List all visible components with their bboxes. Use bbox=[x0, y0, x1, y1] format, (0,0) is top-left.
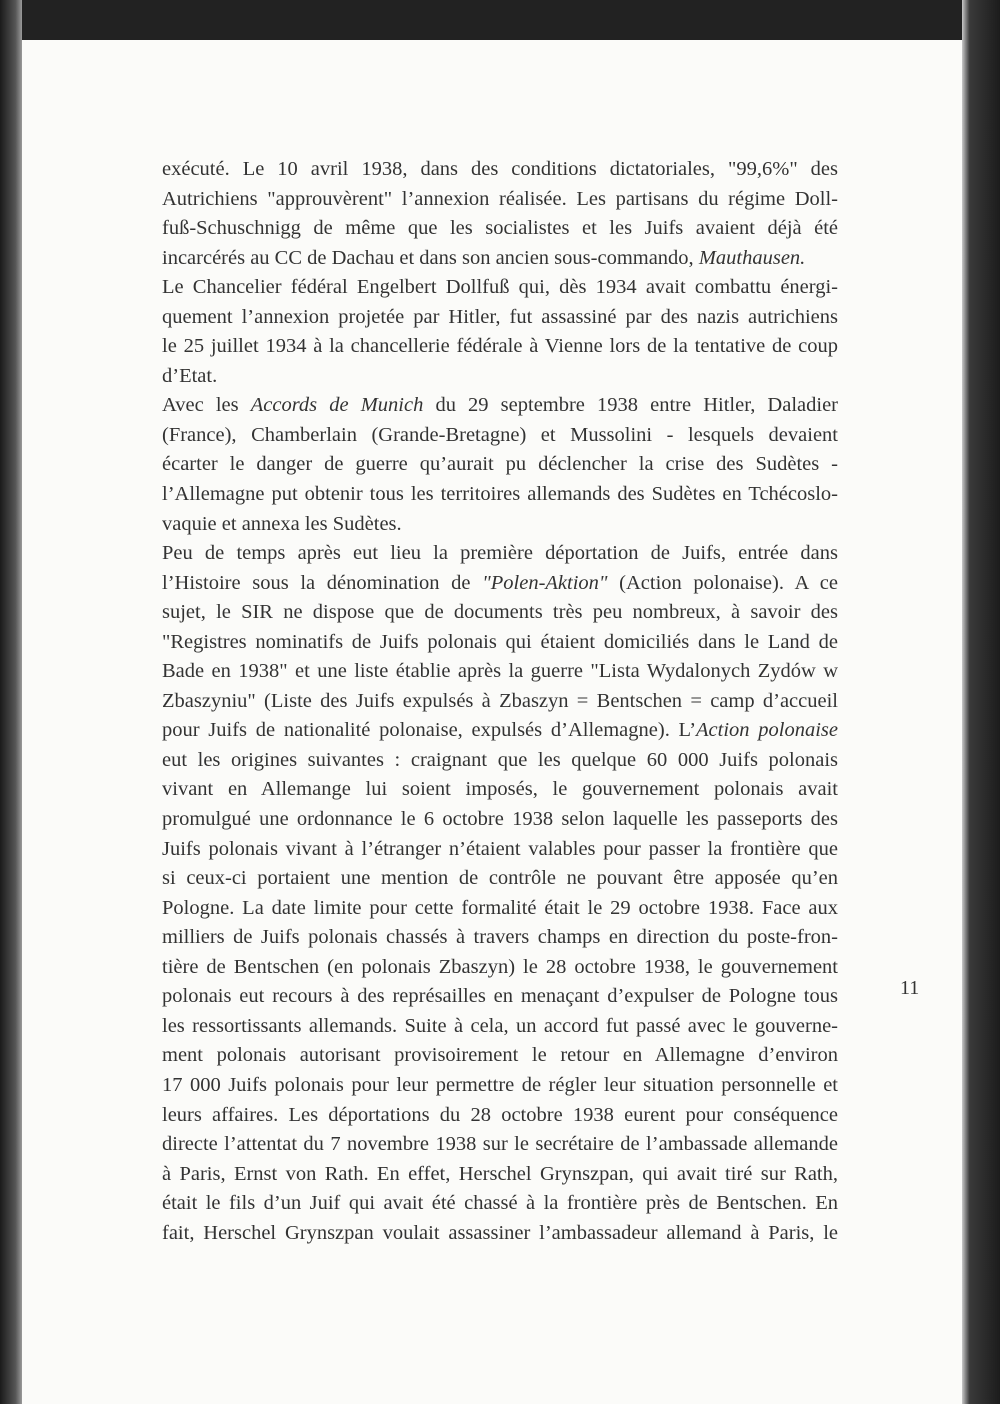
text-line bbox=[162, 155, 838, 185]
italic-text: Action polonaise bbox=[696, 719, 838, 742]
text-line bbox=[162, 1012, 838, 1042]
text-segment: "Registres nominatifs de Juifs polonais qui étaient domiciliés dans le Land de bbox=[162, 630, 838, 653]
text-line bbox=[162, 1219, 838, 1249]
text-segment: milliers de Juifs polonais chassés à travers champs en direction du poste-fron- bbox=[162, 926, 838, 949]
text-line bbox=[162, 214, 838, 244]
text-segment: Avec les bbox=[162, 394, 251, 417]
text-line bbox=[162, 421, 838, 451]
italic-text: Accords de Munich bbox=[250, 394, 424, 417]
text-segment: fuß-Schuschnigg de même que les socialistes et les Juifs avaient déjà été bbox=[162, 217, 838, 240]
text-segment: était le fils d’un Juif qui avait été chassé à la frontière près de Bentschen. En bbox=[162, 1192, 838, 1215]
italic-text: Mauthausen. bbox=[698, 246, 806, 269]
text-segment: Autrichiens "approuvèrent" l’annexion réalisée. Les partisans du régime Doll- bbox=[162, 187, 838, 210]
text-segment: vaquie et annexa les Sudètes. bbox=[162, 512, 402, 535]
text-line bbox=[162, 480, 838, 510]
text-segment: pour Juifs de nationalité polonaise, expulsés d’Allemagne). L’ bbox=[162, 719, 697, 742]
text-line bbox=[162, 1071, 838, 1101]
text-line bbox=[162, 775, 838, 805]
paragraph bbox=[162, 155, 838, 273]
text-line bbox=[162, 657, 838, 687]
text-segment: Bade en 1938" et une liste établie après la guerre "Lista Wydalonych Zydów w bbox=[162, 660, 838, 683]
scan-border-top bbox=[0, 0, 1000, 40]
text-line bbox=[162, 1041, 838, 1071]
text-segment: incarcérés au CC de Dachau et dans son ancien sous-commando, bbox=[162, 246, 699, 269]
scan-border-left bbox=[0, 0, 22, 1404]
text-segment: eut les origines suivantes : craignant que les quelque 60 000 Juifs polonais bbox=[162, 748, 838, 771]
text-segment: d’Etat. bbox=[162, 364, 218, 387]
text-segment: polonais eut recours à des représailles en menaçant d’expulser de Pologne tous bbox=[162, 985, 838, 1008]
text-segment: écarter le danger de guerre qu’aurait pu déclencher la crise des Sudètes - bbox=[162, 453, 838, 476]
text-line bbox=[162, 628, 838, 658]
text-line bbox=[162, 1160, 838, 1190]
page-number: 11 bbox=[900, 977, 920, 999]
text-segment: promulgué une ordonnance le 6 octobre 1938 selon laquelle les passeports des bbox=[162, 808, 838, 831]
text-line bbox=[162, 687, 838, 717]
text-segment: (France), Chamberlain (Grande-Bretagne) et Mussolini - lesquels devaient bbox=[162, 423, 838, 446]
scan-border-right bbox=[962, 0, 1000, 1404]
text-segment: fait, Herschel Grynszpan voulait assassiner l’ambassadeur allemand à Paris, le bbox=[162, 1221, 838, 1244]
text-line bbox=[162, 953, 838, 983]
text-segment: tière de Bentschen (en polonais Zbaszyn) le 28 octobre 1938, le gouvernement bbox=[162, 955, 838, 978]
text-segment: l’Histoire sous la dénomination de bbox=[162, 571, 483, 594]
text-line bbox=[162, 982, 838, 1012]
text-segment: directe l’attentat du 7 novembre 1938 sur le secrétaire de l’ambassade allemande bbox=[162, 1133, 838, 1156]
text-line bbox=[162, 391, 838, 421]
text-line bbox=[162, 303, 838, 333]
text-segment: Peu de temps après eut lieu la première déportation de Juifs, entrée dans bbox=[162, 542, 838, 565]
text-segment: Juifs polonais vivant à l’étranger n’étaient valables pour passer la frontière que bbox=[162, 837, 838, 860]
text-segment: quement l’annexion projetée par Hitler, fut assassiné par des nazis autrichiens bbox=[162, 305, 838, 328]
text-segment: vivant en Allemange lui soient imposés, le gouvernement polonais avait bbox=[162, 778, 838, 801]
text-segment: Pologne. La date limite pour cette formalité était le 29 octobre 1938. Face aux bbox=[162, 896, 838, 919]
text-segment: ment polonais autorisant provisoirement le retour en Allemagne d’environ bbox=[162, 1044, 838, 1067]
text-line bbox=[162, 598, 838, 628]
text-line bbox=[162, 864, 838, 894]
paragraph bbox=[162, 539, 838, 1248]
body-text bbox=[162, 155, 838, 1248]
text-segment: à Paris, Ernst von Rath. En effet, Herschel Grynszpan, qui avait tiré sur Rath, bbox=[162, 1162, 838, 1185]
text-line bbox=[162, 273, 838, 303]
text-segment: exécuté. Le 10 avril 1938, dans des conditions dictatoriales, "99,6%" des bbox=[162, 158, 838, 180]
text-line bbox=[162, 362, 838, 392]
text-segment: si ceux-ci portaient une mention de contrôle ne pouvant être apposée qu’en bbox=[162, 867, 838, 890]
text-line bbox=[162, 185, 838, 215]
text-segment: sujet, le SIR ne dispose que de documents très peu nombreux, à savoir des bbox=[162, 601, 838, 624]
text-line bbox=[162, 244, 838, 274]
text-line bbox=[162, 894, 838, 924]
text-line bbox=[162, 332, 838, 362]
paragraph bbox=[162, 273, 838, 391]
text-segment: l’Allemagne put obtenir tous les territoires allemands des Sudètes en Tchécoslo- bbox=[162, 483, 838, 506]
text-line bbox=[162, 923, 838, 953]
text-line bbox=[162, 510, 838, 540]
text-line bbox=[162, 1189, 838, 1219]
text-line bbox=[162, 1130, 838, 1160]
text-segment: (Action polonaise). A ce bbox=[607, 571, 838, 594]
text-line bbox=[162, 539, 838, 569]
text-line bbox=[162, 746, 838, 776]
text-segment: le 25 juillet 1934 à la chancellerie fédérale à Vienne lors de la tentative de coup bbox=[162, 335, 838, 358]
text-line bbox=[162, 805, 838, 835]
text-segment: 17 000 Juifs polonais pour leur permettre de régler leur situation personnelle et bbox=[162, 1073, 838, 1096]
text-line bbox=[162, 1101, 838, 1131]
paragraph bbox=[162, 391, 838, 539]
text-segment: du 29 septembre 1938 entre Hitler, Daladier bbox=[423, 394, 839, 417]
text-line bbox=[162, 835, 838, 865]
text-line bbox=[162, 716, 838, 746]
text-segment: Le Chancelier fédéral Engelbert Dollfuß qui, dès 1934 avait combattu énergi- bbox=[162, 276, 838, 299]
text-line bbox=[162, 450, 838, 480]
text-segment: Zbaszyniu" (Liste des Juifs expulsés à Zbaszyn = Bentschen = camp d’accueil bbox=[162, 689, 838, 712]
text-segment: leurs affaires. Les déportations du 28 octobre 1938 eurent pour conséquence bbox=[162, 1103, 838, 1126]
text-segment: les ressortissants allemands. Suite à cela, un accord fut passé avec le gouverne- bbox=[162, 1014, 838, 1037]
italic-text: "Polen-Aktion" bbox=[482, 571, 608, 594]
text-line bbox=[162, 569, 838, 599]
